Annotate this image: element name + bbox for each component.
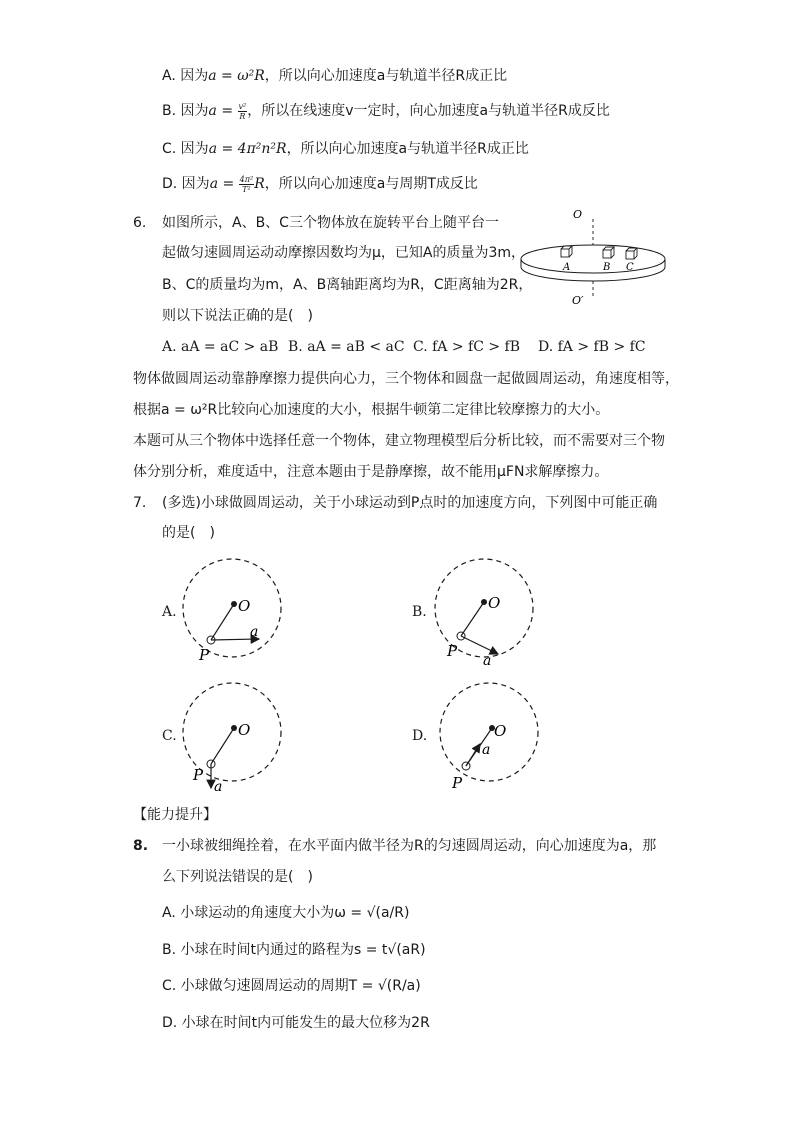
svg-text:O: O bbox=[494, 722, 507, 740]
svg-text:P: P bbox=[447, 642, 458, 660]
svg-text:O: O bbox=[488, 594, 501, 612]
q7-label-b: B. bbox=[412, 604, 427, 620]
q6-option-b: B. aA = aB < aC bbox=[288, 339, 405, 355]
svg-text:P: P bbox=[199, 646, 210, 664]
q8-number: 8. bbox=[133, 838, 149, 854]
q6-number: 6. bbox=[133, 215, 147, 231]
q7-line-1: (多选)小球做圆周运动，关于小球运动到P点时的加速度方向，下列图中可能正确 bbox=[162, 495, 658, 511]
fraction: $\frac{\text{v²}}{R}$ bbox=[238, 101, 247, 121]
q7-figure-c bbox=[180, 680, 290, 795]
q5-option-d: D. 因为a = $\frac{\text{4π²}}{\text{T²}}$ R，所以向心加速度a与周期T成反比 bbox=[162, 174, 478, 194]
q7-figure-a bbox=[180, 556, 290, 668]
q7-line-2: 的是( ) bbox=[162, 525, 215, 541]
q7-number: 7. bbox=[133, 495, 147, 511]
svg-text:P: P bbox=[193, 766, 204, 784]
q8-option-c: C. 小球做匀速圆周运动的周期T = √(R/a) bbox=[162, 978, 421, 994]
block-label-c: C bbox=[626, 262, 634, 273]
q6-line-4: 则以下说法正确的是( ) bbox=[162, 308, 313, 324]
q8-option-d: D. 小球在时间t内可能发生的最大位移为2R bbox=[162, 1015, 430, 1031]
q8-option-b: B. 小球在时间t内通过的路程为s = t√(aR) bbox=[162, 942, 426, 958]
q8-option-a: A. 小球运动的角速度大小为ω = √(a/R) bbox=[162, 905, 410, 921]
q7-label-a: A. bbox=[162, 604, 177, 620]
q6-turntable-figure bbox=[515, 205, 685, 305]
q5-option-a: A. 因为a = ω²R，所以向心加速度a与轨道半径R成正比 bbox=[162, 68, 508, 84]
analysis-line-4: 体分别分析，难度适中，注意本题由于是静摩擦，故不能用μFN求解摩擦力。 bbox=[133, 464, 609, 480]
q7-figure-d bbox=[432, 680, 542, 795]
fraction: $\frac{\text{4π²}}{\text{T²}}$ bbox=[239, 174, 254, 194]
axis-bottom-label: O′ bbox=[572, 294, 584, 305]
q6-line-1: 如图所示，A、B、C三个物体放在旋转平台上随平台一 bbox=[162, 215, 499, 231]
svg-text:P: P bbox=[452, 774, 463, 792]
q7-label-c: C. bbox=[162, 728, 177, 744]
axis-top-label: O bbox=[573, 208, 583, 221]
q5-option-c: C. 因为a = 4π²n²R，所以向心加速度a与轨道半径R成正比 bbox=[162, 141, 529, 157]
section-title: 【能力提升】 bbox=[133, 807, 217, 823]
svg-text:O: O bbox=[238, 597, 251, 615]
svg-text:a: a bbox=[214, 779, 223, 795]
q6-line-2: 起做匀速圆周运动动摩擦因数均为μ，已知A的质量为3m， bbox=[162, 245, 526, 261]
svg-text:a: a bbox=[483, 653, 492, 668]
svg-text:a: a bbox=[482, 742, 491, 758]
analysis-line-2: 根据a = ω²R比较向心加速度的大小，根据牛顿第二定律比较摩擦力的大小。 bbox=[133, 402, 610, 418]
q6-option-c: C. fA > fC > fB bbox=[413, 339, 521, 355]
analysis-line-1: 物体做圆周运动靠静摩擦力提供向心力，三个物体和圆盘一起做圆周运动，角速度相等， bbox=[133, 371, 679, 387]
q7-figure-b bbox=[432, 556, 542, 668]
block-label-b: B bbox=[603, 262, 611, 273]
q6-option-d: D. fA > fB > fC bbox=[538, 339, 646, 355]
svg-text:O: O bbox=[238, 721, 251, 739]
q7-label-d: D. bbox=[412, 728, 428, 744]
analysis-line-3: 本题可从三个物体中选择任意一个物体，建立物理模型后分析比较，而不需要对三个物 bbox=[133, 433, 665, 449]
q8-line-1: 一小球被细绳拴着，在水平面内做半径为R的匀速圆周运动，向心加速度为a，那 bbox=[162, 838, 657, 854]
q6-line-3: B、C的质量均为m，A、B离轴距离均为R，C距离轴为2R， bbox=[162, 277, 533, 293]
svg-text:a: a bbox=[250, 624, 259, 640]
q8-line-2: 么下列说法错误的是( ) bbox=[162, 869, 313, 885]
q5-option-b: B. 因为a = $\frac{\text{v²}}{R}$ ，所以在线速度v一定时，向心加速度a与轨道半径R成反比 bbox=[162, 101, 610, 121]
block-label-a: A bbox=[563, 262, 571, 273]
q6-option-a: A. aA = aC > aB bbox=[162, 339, 279, 355]
